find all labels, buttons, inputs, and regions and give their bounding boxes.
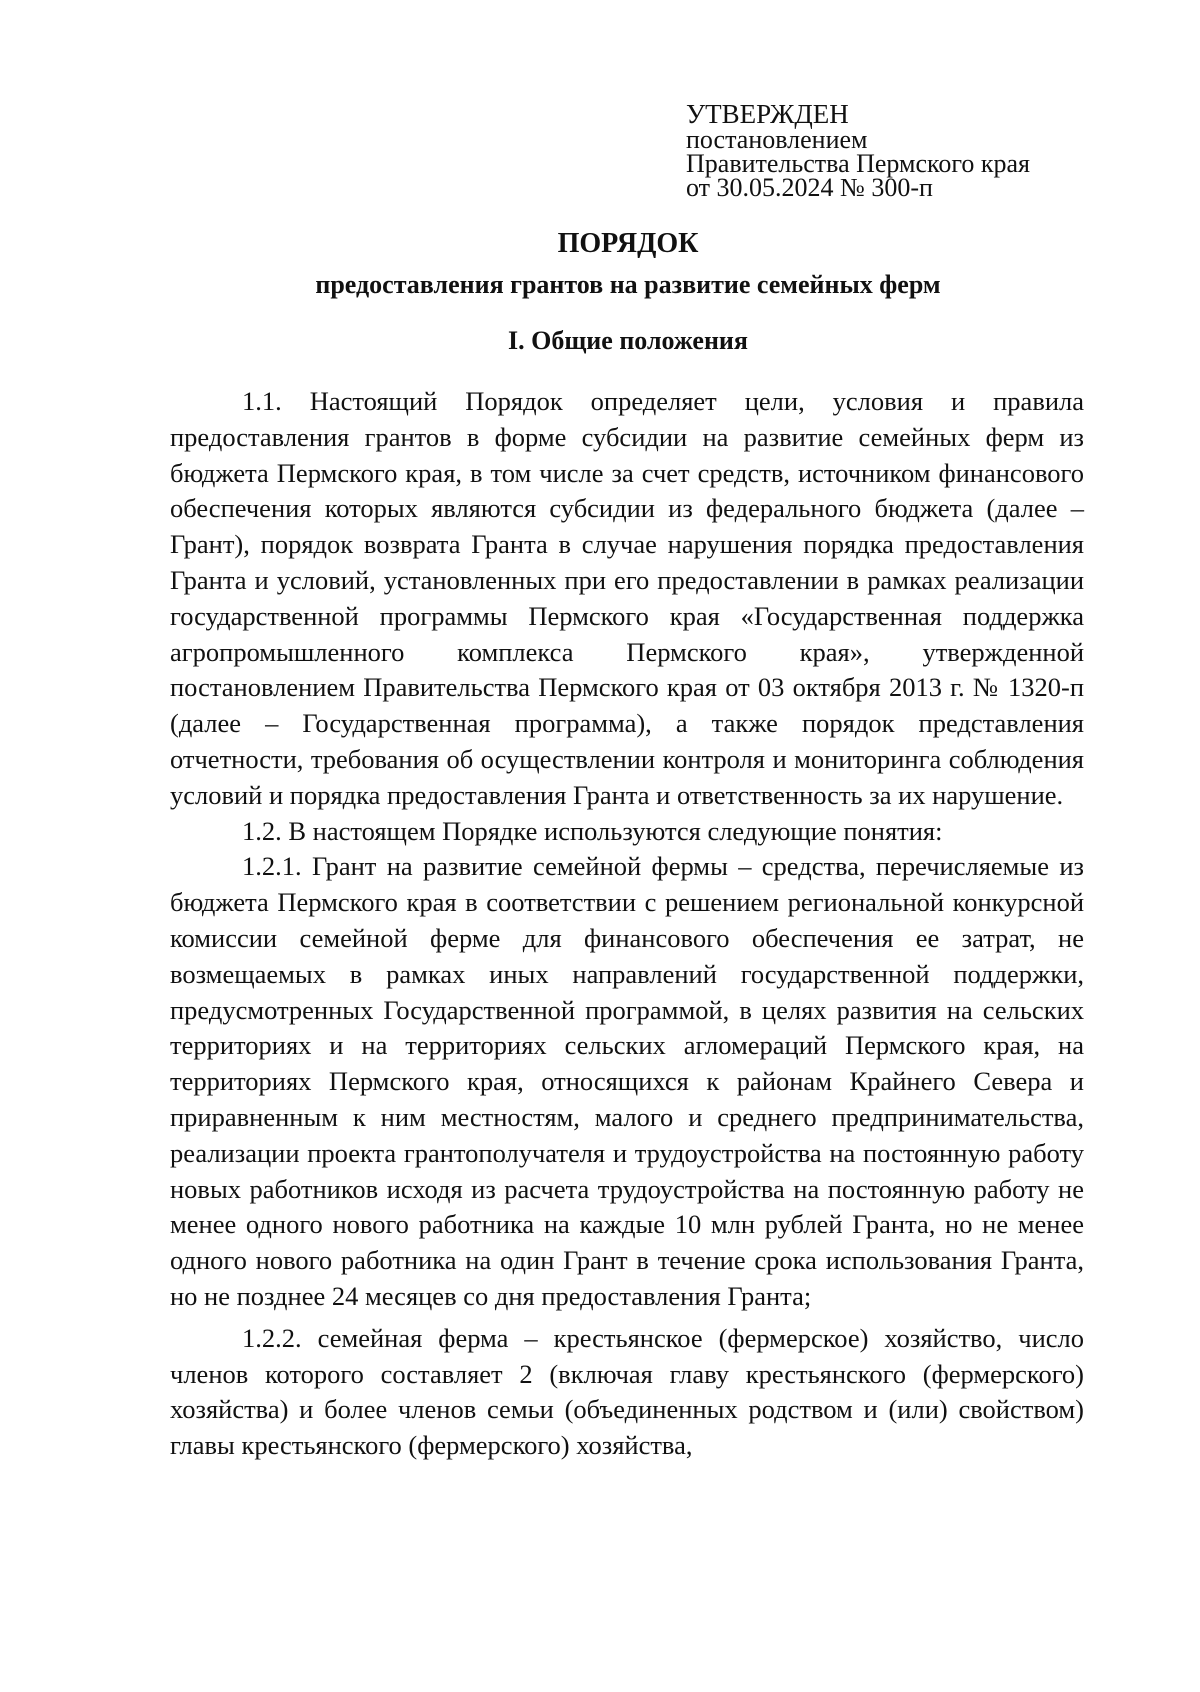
section-heading: I. Общие положения <box>508 326 748 355</box>
approval-line-3: от 30.05.2024 № 300-п <box>686 173 933 202</box>
paragraph-1-2-1: 1.2.1. Грант на развитие семейной фермы – средства, перечисляемые из бюджета Пермского края в соответствии с решением региональной конкурсной комиссии семейной ферме для финансового обеспечения ее затрат, не возмещаемых в рамках иных направлений государственной поддержки, предусмотренных Государственной программой, в целях развития на сельских территориях и на территориях сельских агломераций Пермского края, на территориях Пермского края, относящихся к районам Крайнего Севера и приравненным к ним местностям, малого и среднего предпринимательства, реализации проекта грантополучателя и трудоустройства на постоянную работу новых работников исходя из расчета трудоустройства на постоянную работу не менее одного нового работника на каждые 10 млн рублей Гранта, но не менее одного нового работника на один Грант в течение срока использования Гранта, но не позднее 24 месяцев со дня предоставления Гранта; <box>170 851 1084 1311</box>
paragraph-1-2: 1.2. В настоящем Порядке используются следующие понятия: <box>242 815 943 846</box>
approved-label: УТВЕРЖДЕН <box>686 99 849 129</box>
document-subtitle: предоставления грантов на развитие семейных ферм <box>315 270 941 299</box>
paragraph-1-2-2: 1.2.2. семейная ферма – крестьянское (фермерское) хозяйство, число членов которого составляет 2 (включая главу крестьянского (фермерского) хозяйства) и более членов семьи (объединенных родством и (или) свойством) главы крестьянского (фермерского) хозяйства, <box>170 1322 1084 1461</box>
approval-stamp-block <box>686 100 1106 200</box>
paragraph-1-1: 1.1. Настоящий Порядок определяет цели, условия и правила предоставления грантов в форме субсидии на развитие семейных ферм из бюджета Пермского края, в том числе за счет средств, источником финансового обеспечения которых являются субсидии из федерального бюджета (далее – Грант), порядок возврата Гранта в случае нарушения порядка предоставления Гранта и условий, установленных при его предоставлении в рамках реализации государственной программы Пермского края «Государственная поддержка агропромышленного комплекса Пермского края», утвержденной постановлением Правительства Пермского края от 03 октября 2013 г. № 1320-п (далее – Государственная программа), а также порядок представления отчетности, требования об осуществлении контроля и мониторинга соблюдения условий и порядка предоставления Гранта и ответственность за их нарушение. <box>170 386 1084 810</box>
document-body <box>170 384 1084 1464</box>
document-title: ПОРЯДОК <box>557 228 699 259</box>
approval-line-1: постановлением <box>686 125 868 154</box>
approval-line-2: Правительства Пермского края <box>686 149 1030 178</box>
